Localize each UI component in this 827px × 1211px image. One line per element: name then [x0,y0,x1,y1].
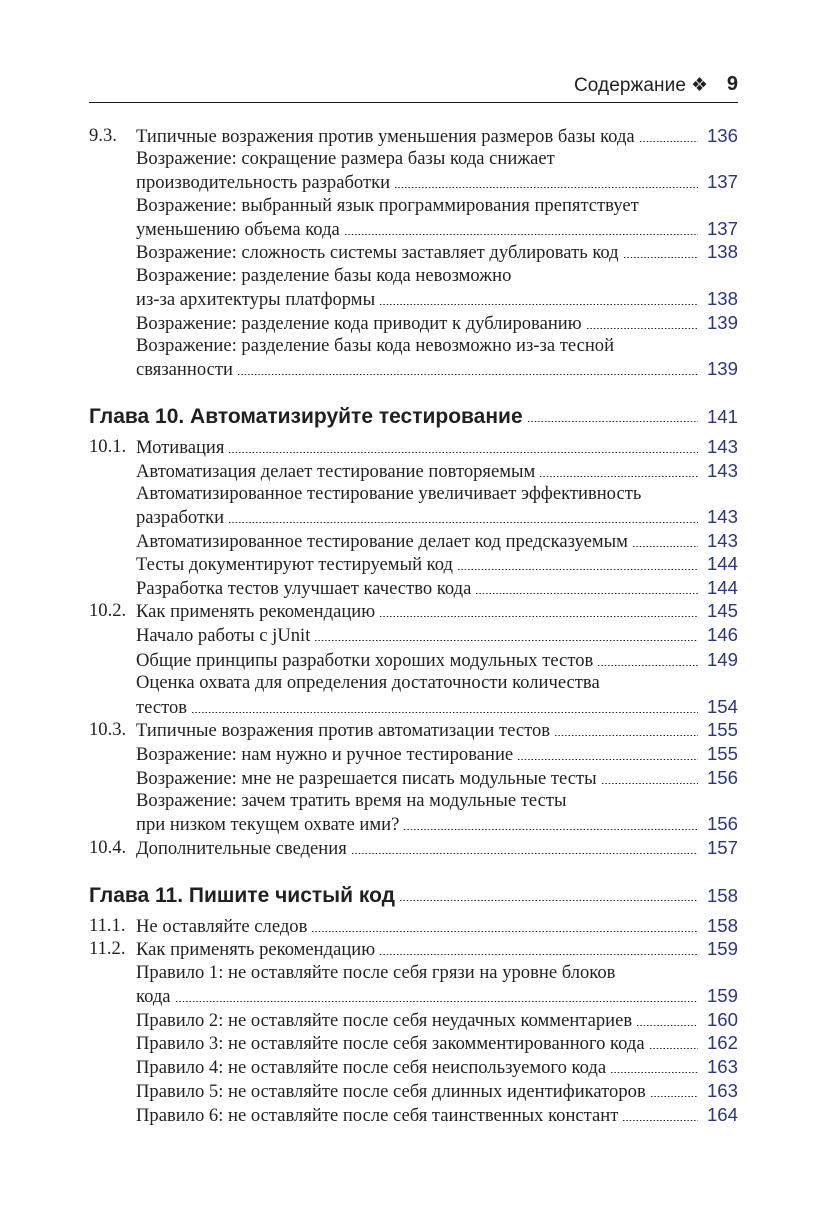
entry-title: Возражение: выбранный язык программирования препятствует [136,195,639,216]
page-number: 158 [706,915,738,936]
page-number: 156 [706,767,738,788]
toc-entry [89,240,738,264]
dot-leader [311,931,698,932]
entry-title: Возражение: разделение базы кода невозможно [136,265,512,286]
entry-title: Возражение: сложность системы заставляет дублировать код [136,242,619,263]
dot-leader [379,954,698,955]
page-number: 143 [706,530,738,551]
toc-entry [89,170,738,194]
chapter-title: Глава 10. Автоматизируйте тестирование [89,405,523,428]
entry-title: Оценка охвата для определения достаточности количества [136,672,600,693]
entry-title: кода [136,986,171,1007]
entry-title: связанности [136,359,233,380]
page-number: 143 [706,506,738,527]
dot-leader [610,1072,698,1073]
toc-entry [89,482,738,506]
running-header [89,72,738,103]
dot-leader [399,900,698,901]
dot-leader [597,665,698,666]
toc-entry [89,648,738,672]
entry-title: Автоматизированное тестирование увеличивает эффективность [136,483,642,504]
header-title: Содержание [573,75,686,96]
dot-leader [394,187,698,188]
dot-leader [191,712,698,713]
toc-entry [89,552,738,576]
toc-entry [89,961,738,985]
toc-entry [89,812,738,836]
entry-title: Правило 1: не оставляйте после себя грязи на уровне блоков [136,962,616,983]
toc-entry [89,529,738,553]
page-number: 157 [706,837,738,858]
toc-entry [89,1008,738,1032]
dot-leader [379,304,698,305]
toc-entry [89,1079,738,1103]
page-number: 145 [706,600,738,621]
page-number: 141 [706,406,738,427]
toc-entry [89,836,738,860]
entry-title: производительность разработки [136,172,391,193]
entry-title: Дополнительные сведения [136,838,347,859]
dot-leader [351,853,698,854]
entry-title: Возражение: сокращение размера базы кода снижает [136,148,555,169]
toc-entry [89,194,738,218]
dot-leader [175,1001,698,1002]
page-number: 144 [706,577,738,598]
toc-entry [89,334,738,358]
toc-entry [89,459,738,483]
entry-title: Как применять рекомендацию [136,601,376,622]
entry-title: Автоматизация делает тестирование повторяемым [136,461,536,482]
entry-title: Правило 4: не оставляйте после себя неиспользуемого кода [136,1057,607,1078]
page-number: 149 [706,649,738,670]
dot-leader [344,234,698,235]
entry-title: при низком текущем охвате ими? [136,814,400,835]
page-number: 146 [706,624,738,645]
toc-entry [89,357,738,381]
page-number: 158 [706,885,738,906]
toc-entry [89,1103,738,1127]
toc-entry [89,742,738,766]
toc-entry [89,576,738,600]
header-page-number: 9 [726,73,738,95]
entry-title: Возражение: мне не разрешается писать модульные тесты [136,768,597,789]
entry-title: Возражение: зачем тратить время на модульные тесты [136,790,567,811]
entry-title: уменьшению объема кода [136,219,340,240]
toc-entry [89,1055,738,1079]
entry-title: Возражение: разделение базы кода невозможно из-за тесной [136,335,615,356]
toc-entry [89,599,738,623]
toc-entry [89,789,738,813]
entry-title: Тесты документируют тестируемый код [136,554,453,575]
dot-leader [632,546,698,547]
dot-leader [314,640,698,641]
toc-entry [89,914,738,938]
page-number: 138 [706,288,738,309]
toc-entry [89,435,738,459]
dot-leader [457,569,698,570]
toc-entry [89,623,738,647]
page-number: 143 [706,460,738,481]
toc-entry [89,937,738,961]
toc-entry [89,287,738,311]
entry-title: Правило 3: не оставляйте после себя закомментированного кода [136,1033,645,1054]
entry-title: Правило 2: не оставляйте после себя неудачных комментариев [136,1010,633,1031]
page-number: 160 [706,1009,738,1030]
dot-leader [639,141,698,142]
dot-leader [636,1025,698,1026]
page-number: 155 [706,719,738,740]
dot-leader [554,735,698,736]
entry-title: Разработка тестов улучшает качество кода [136,578,472,599]
page-number: 138 [706,241,738,262]
page-number: 139 [706,312,738,333]
entry-title: разработки [136,507,225,528]
dot-leader [601,783,698,784]
page-number: 159 [706,985,738,1006]
section-number: 10.3. [89,719,127,740]
entry-title: Как применять рекомендацию [136,939,376,960]
toc-entry [89,1031,738,1055]
ornament-icon: ❖ [690,74,708,96]
section-number: 9.3. [89,125,117,146]
entry-title: Мотивация [136,437,225,458]
entry-title: Не оставляйте следов [136,916,308,937]
entry-title: тестов [136,697,188,718]
dot-leader [649,1048,698,1049]
page-number: 137 [706,171,738,192]
dot-leader [527,421,698,422]
entry-title: из-за архитектуры платформы [136,289,376,310]
entry-title: Автоматизированное тестирование делает код предсказуемым [136,531,628,552]
chapter-title: Глава 11. Пишите чистый код [89,884,395,907]
chapter-heading [89,405,738,435]
entry-title: Начало работы с jUnit [136,625,311,646]
entry-title: Общие принципы разработки хороших модульных тестов [136,650,594,671]
toc-entry [89,695,738,719]
section-number: 10.4. [89,837,127,858]
page-number: 155 [706,743,738,764]
toc-entry [89,311,738,335]
page-number: 164 [706,1104,738,1125]
dot-leader [539,476,698,477]
dot-leader [403,829,698,830]
dot-leader [586,328,698,329]
entry-title: Типичные возражения против уменьшения размеров базы кода [136,126,635,147]
section-number: 11.1. [89,915,126,936]
section-number: 11.2. [89,938,126,959]
section-number: 10.2. [89,600,127,621]
page-number: 154 [706,696,738,717]
toc-entry [89,264,738,288]
dot-leader [228,522,698,523]
toc-entry [89,217,738,241]
toc-entry [89,147,738,171]
page-number: 163 [706,1056,738,1077]
dot-leader [650,1096,698,1097]
dot-leader [622,1120,698,1121]
entry-title: Возражение: разделение кода приводит к дублированию [136,313,582,334]
toc-entry [89,671,738,695]
toc-entry [89,124,738,148]
page-number: 139 [706,358,738,379]
entry-title: Правило 5: не оставляйте после себя длинных идентификаторов [136,1081,646,1102]
dot-leader [379,616,698,617]
entry-title: Типичные возражения против автоматизации тестов [136,720,551,741]
entry-title: Возражение: нам нужно и ручное тестирование [136,744,514,765]
page-number: 156 [706,813,738,834]
page-number: 159 [706,938,738,959]
toc-entry [89,984,738,1008]
dot-leader [228,452,698,453]
toc-entry [89,505,738,529]
dot-leader [237,374,698,375]
page-number: 163 [706,1080,738,1101]
dot-leader [517,759,698,760]
page-number: 136 [706,125,738,146]
page-number: 143 [706,436,738,457]
section-number: 10.1. [89,436,127,457]
toc-entry [89,766,738,790]
dot-leader [623,257,698,258]
entry-title: Правило 6: не оставляйте после себя таинственных констант [136,1105,619,1126]
toc-entry [89,718,738,742]
page-number: 144 [706,553,738,574]
page-number: 162 [706,1032,738,1053]
dot-leader [475,593,698,594]
page-number: 137 [706,218,738,239]
chapter-heading [89,884,738,914]
